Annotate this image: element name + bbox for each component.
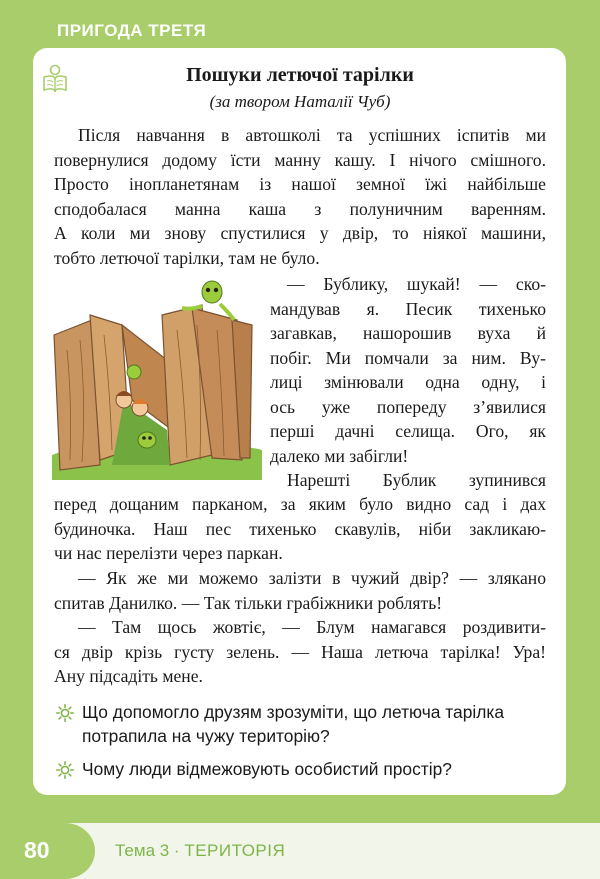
sun-icon bbox=[56, 761, 74, 779]
text-line: — Як же ми можемо залізти в чужий двір? — злякано bbox=[78, 568, 546, 588]
question-line: Що допомогло друзям зрозуміти, що летюча тарілка bbox=[82, 702, 505, 722]
text-line: — Там щось жовтіє, — Блум намагався роздивити- bbox=[78, 617, 546, 637]
page-number: 80 bbox=[24, 837, 50, 863]
text-line: лиці змінювали одна одну, і bbox=[270, 372, 546, 392]
text-line: побіг. Ми помчали за ним. Ву- bbox=[270, 347, 546, 368]
text-line: А коли ми знову спустилися у двір, то ніякої машини, bbox=[54, 223, 546, 243]
text-line: Ану підсадіть мене. bbox=[54, 666, 203, 686]
text-line: чи нас перелізти через паркан. bbox=[54, 543, 283, 563]
chapter-title: ПРИГОДА ТРЕТЯ bbox=[57, 21, 207, 40]
text-line: сподобалася манна каша з полуничним варенням. bbox=[54, 198, 546, 219]
text-line: далеко ми забігли! bbox=[270, 445, 409, 466]
text-line: спитав Данилко. — Так тільки грабіжники роблять! bbox=[54, 592, 443, 613]
text-line: перші дачні селища. Ого, як bbox=[270, 421, 546, 441]
question-1 bbox=[56, 700, 556, 748]
question-line: Чому люди відмежовують особистий простір? bbox=[82, 759, 452, 779]
text-line: Після навчання в автошколі та успішних іспитів ми bbox=[78, 125, 546, 145]
text-line: — Бублику, шукай! — ско- bbox=[287, 274, 546, 294]
text-line: тобто летючої тарілки, там не було. bbox=[54, 247, 320, 268]
text-line: ся двір крізь густу зелень. — Наша летюча тарілка! Ура! bbox=[54, 641, 546, 662]
fence-illustration bbox=[52, 280, 262, 480]
sun-icon bbox=[56, 704, 74, 722]
paragraph-4 bbox=[54, 566, 546, 615]
question-line: потрапила на чужу територію? bbox=[82, 726, 330, 746]
paragraph-5 bbox=[54, 615, 546, 689]
story-author: (за твором Наталії Чуб) bbox=[209, 92, 391, 111]
topic-prefix: Тема 3 · bbox=[115, 841, 185, 860]
story-title: Пошуки летючої тарілки bbox=[186, 64, 414, 86]
topic-label bbox=[115, 841, 285, 861]
reading-icon bbox=[42, 64, 68, 94]
text-line: будиночка. Наш пес тихенько скавулів, ніби закликаю- bbox=[54, 518, 546, 539]
text-line: перед дощаним парканом, за яким було видно сад і дах bbox=[54, 494, 546, 514]
question-2 bbox=[56, 757, 556, 781]
paragraph-3 bbox=[54, 492, 546, 566]
text-line: Нарешті Бублик зупинився bbox=[287, 470, 546, 490]
text-line: ось уже попереду з’явилися bbox=[270, 396, 546, 417]
text-line: мандував я. Песик тихенько bbox=[270, 298, 546, 319]
paragraph-1 bbox=[54, 123, 546, 270]
text-line: Просто інопланетянам із нашої земної їжі найбільше bbox=[54, 174, 546, 194]
text-line: загавкав, нашорошив вуха й bbox=[270, 323, 546, 343]
paragraph-2 bbox=[270, 272, 546, 493]
topic-name: ТЕРИТОРІЯ bbox=[184, 841, 286, 860]
text-line: повернулися додому їсти манну кашу. І нічого смішного. bbox=[54, 149, 546, 170]
